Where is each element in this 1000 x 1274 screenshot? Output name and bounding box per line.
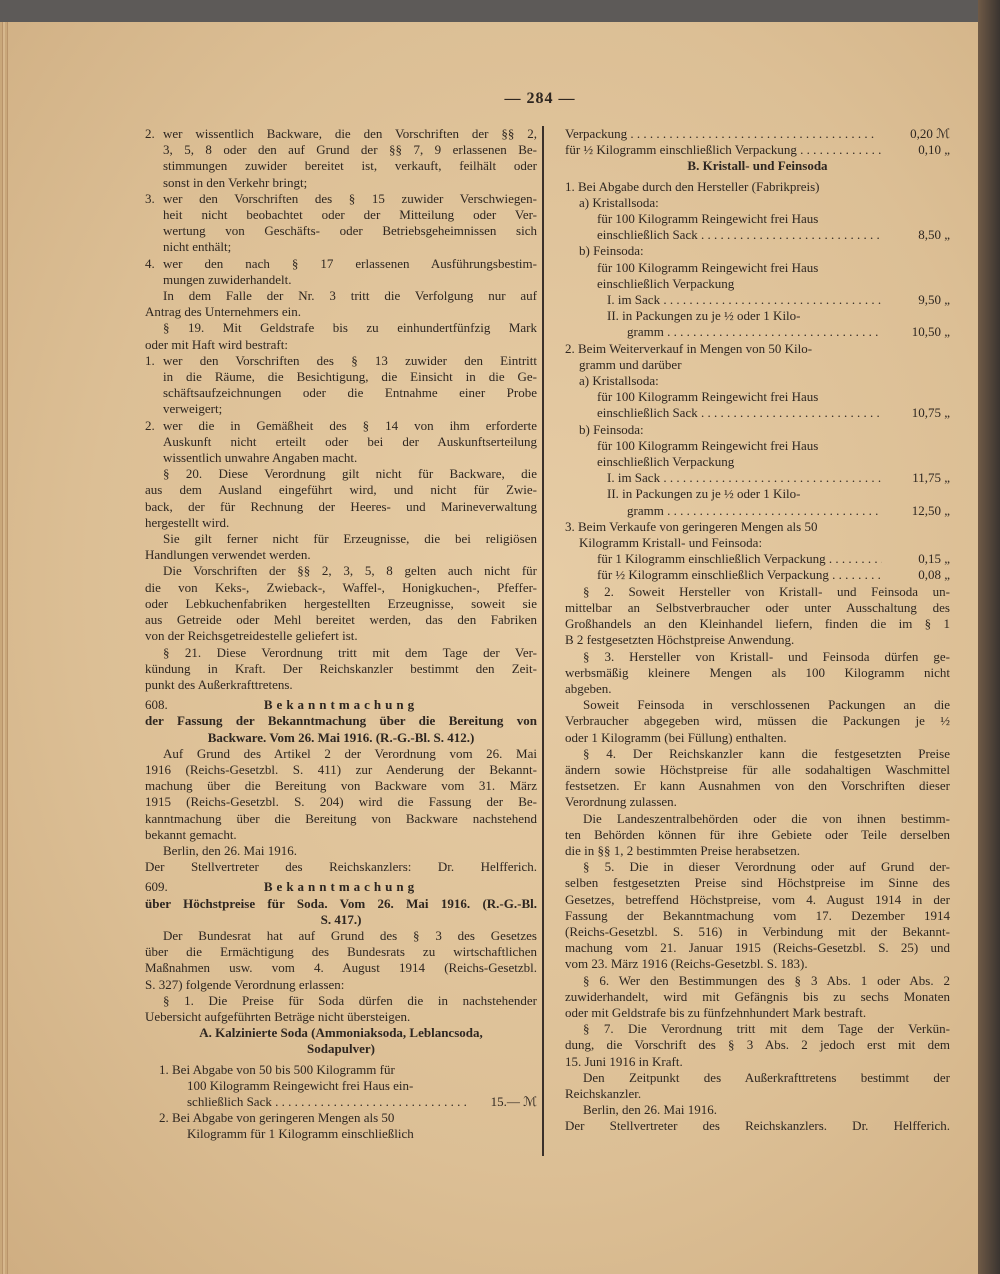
text-block: [565, 243, 950, 259]
price-value: 10,50 „: [911, 324, 950, 340]
text-block: [565, 158, 950, 174]
text-line: 1. Bei Abgabe von 50 bis 500 Kilogramm für: [159, 1061, 395, 1077]
text-block: [145, 418, 537, 467]
text-block: [565, 1021, 950, 1070]
text-line: über Höchstpreise für Soda. Vom 26. Mai 1916. (R.-G.-Bl.: [145, 895, 537, 911]
text-line: § 4. Der Reichskanzler kann die festgesetzten Preise: [583, 745, 950, 761]
text-line: Großhandels an den Kleinhandel liefern, finden die im § 1: [565, 616, 950, 632]
text-line: festsetzen. Er kann Ausnahmen von den Vorschriften dieser: [565, 778, 950, 794]
text-block: [565, 357, 950, 373]
text-block: [145, 1126, 537, 1142]
text-block: [145, 928, 537, 993]
text-line: Die Vorschriften der §§ 2, 3, 5, 8 gelten auch nicht für: [163, 563, 537, 579]
text-line: 2. Beim Weiterverkauf in Mengen von 50 Kilo-: [565, 340, 813, 356]
text-line: Fassung der Bekanntmachung vom 17. Dezember 1914: [565, 907, 950, 923]
text-line: § 7. Die Verordnung tritt mit dem Tage der Verkün-: [583, 1021, 950, 1037]
text-block: [565, 973, 950, 1022]
text-block: [145, 256, 537, 288]
text-line: a) Kristallsoda:: [579, 373, 659, 389]
text-line: a) Kristallsoda:: [579, 194, 659, 210]
text-line: Sie gilt ferner nicht für Erzeugnisse, die bei religiösen: [163, 531, 537, 547]
price-label: gramm . . .: [627, 503, 882, 519]
text-line: (Reichs-Gesetzbl. S. 516) in Verbindung mit der Bekannt-: [565, 923, 950, 939]
text-line: Sodapulver): [307, 1041, 375, 1057]
text-block: [145, 126, 537, 191]
text-block: [145, 1110, 537, 1126]
text-block: [145, 320, 537, 352]
text-block: [145, 645, 537, 694]
text-line: 1915 (Reichs-Gesetzbl. S. 204) wird die Fassung der Be-: [145, 794, 537, 810]
text-block: [565, 1102, 950, 1118]
price-row: [565, 567, 950, 583]
book-binding: [978, 0, 1000, 1274]
text-line: punkt des Außerkrafttretens.: [145, 676, 293, 692]
text-block: [565, 519, 950, 535]
text-line: 2. Bei Abgabe von geringeren Mengen als 50: [159, 1110, 395, 1126]
text-line: oder Lebkuchenfabriken hergestellten Erzeugnisse, soweit sie: [145, 595, 537, 611]
price-value: 15.— ℳ: [490, 1093, 537, 1109]
text-line: oder 1 Kilogramm (bei Füllung) enthalten.: [565, 729, 787, 745]
text-line: Soweit Feinsoda in verschlossenen Packungen an die: [583, 697, 950, 713]
text-line: kündung in Kraft. Der Reichskanzler bestimmt den Zeit-: [145, 660, 537, 676]
text-line: Reichskanzler.: [565, 1085, 642, 1101]
text-block: [565, 341, 950, 357]
text-line: über die Ermächtigung des Bundesrats zu wirtschaftlichen: [145, 944, 537, 960]
price-row: [565, 126, 950, 142]
text-line: B 2 festgesetzten Höchstpreise Anwendung.: [565, 632, 795, 648]
text-block: [145, 1078, 537, 1094]
text-line: die von Keks-, Zwieback-, Waffel-, Honigkuchen-, Pfeffer-: [145, 579, 537, 595]
price-label: I. im Sack . . .: [607, 470, 882, 486]
text-line: die in §§ 1, 2 bestimmten Preise herabsetzen.: [565, 842, 801, 858]
text-block: [145, 1025, 537, 1057]
text-line: stimmungen zuwider bereitet ist, verkauft, feilhält oder: [163, 158, 537, 174]
text-line: 15. Juni 1916 in Kraft.: [565, 1053, 683, 1069]
text-line: wissentlich unwahre Angaben macht.: [163, 450, 358, 466]
price-value: 0,15 „: [918, 551, 950, 567]
text-line: oder mit Haft wird bestraft:: [145, 336, 288, 352]
text-line: back, der für Rechnung der Heeres- und Marineverwaltung: [145, 498, 537, 514]
item-number: 1.: [145, 352, 155, 368]
price-label: einschließlich Sack . . .: [597, 227, 882, 243]
price-row: [565, 551, 950, 567]
text-line: zuwiderhandelt, wird mit Gefängnis bis zu sechs Monaten: [565, 988, 950, 1004]
text-line: § 5. Die in dieser Verordnung oder auf Grund der-: [583, 859, 950, 875]
text-line: nicht enthält;: [163, 239, 232, 255]
price-label: I. im Sack . . .: [607, 292, 882, 308]
text-block: [565, 1070, 950, 1102]
text-block: [565, 746, 950, 811]
text-line: § 2. Soweit Hersteller von Kristall- und Feinsoda un-: [583, 583, 950, 599]
price-value: 12,50 „: [911, 502, 950, 518]
announcement-number: 609.: [145, 879, 168, 895]
text-line: In dem Falle der Nr. 3 tritt die Verfolgung nur auf: [163, 288, 537, 304]
text-line: [145, 126, 537, 142]
text-block: [145, 466, 537, 531]
text-line: aus Getreide oder Mehl bereitet werden, das den Fabriken: [145, 612, 537, 628]
text-line: heit nicht beobachtet oder der Mitteilung oder Ver-: [163, 207, 537, 223]
text-line: verweigert;: [163, 401, 223, 417]
text-line: einschließlich Verpackung: [597, 275, 735, 291]
text-line: Die Landeszentralbehörden oder die von ihnen bestimm-: [583, 810, 950, 826]
text-block: [145, 1062, 537, 1078]
price-label: Verpackung . . .: [565, 126, 882, 142]
text-line: S. 417.): [320, 911, 362, 927]
item-number: 2.: [145, 126, 155, 141]
section-heading: [145, 879, 537, 895]
price-row: [565, 324, 950, 340]
text-block: [145, 531, 537, 563]
text-line: schäftsaufzeichnungen oder die Entnahme einer Probe: [163, 385, 537, 401]
text-block: [565, 535, 950, 551]
column-divider: [542, 126, 544, 1156]
text-line: Auskunft nicht erteilt oder bei der Auskunftserteilung: [163, 433, 537, 449]
text-block: [565, 649, 950, 698]
text-line: Berlin, den 26. Mai 1916.: [163, 842, 297, 858]
text-line: Der Bundesrat hat auf Grund des § 3 des Gesetzes: [163, 927, 537, 943]
text-line: machung über die Bereitung von Backware vom 31. März: [145, 778, 537, 794]
text-line: ten Behörden können für ihre Gebiete oder Teile derselben: [565, 826, 950, 842]
price-row: [565, 292, 950, 308]
text-block: [565, 859, 950, 972]
price-value: 0,10 „: [918, 142, 950, 158]
text-block: [145, 353, 537, 418]
text-line: Den Zeitpunkt des Außerkrafttretens bestimmt der: [583, 1069, 950, 1085]
text-block: [565, 486, 950, 502]
text-line: Kilogramm Kristall- und Feinsoda:: [579, 535, 763, 551]
text-line: b) Feinsoda:: [579, 243, 644, 259]
text-line-content: wer wissentlich Backware, die den Vorschriften der §§ 2,: [163, 126, 537, 141]
text-line: B. Kristall- und Feinsoda: [687, 158, 828, 174]
text-block: [565, 811, 950, 860]
text-line: [145, 353, 537, 369]
price-label: für ½ Kilogramm einschließlich Verpackung . . .: [597, 567, 882, 583]
text-line: Backware. Vom 26. Mai 1916. (R.-G.-Bl. S. 412.): [207, 729, 475, 745]
page-number: — 284 —: [504, 90, 576, 107]
text-line: Der Stellvertreter des Reichskanzlers: Dr. Helfferich.: [145, 859, 537, 875]
text-block: [145, 896, 537, 928]
text-line: 1. Bei Abgabe durch den Hersteller (Fabrikpreis): [565, 178, 820, 194]
text-line: gramm und darüber: [579, 356, 682, 372]
price-row: [565, 405, 950, 421]
price-label: einschließlich Sack . . .: [597, 405, 882, 421]
text-line: aus dem Ausland eingeführt wird, und nicht für Zwie-: [145, 482, 537, 498]
text-block: [145, 746, 537, 843]
text-line: § 6. Wer den Bestimmungen des § 3 Abs. 1 oder Abs. 2: [583, 972, 950, 988]
text-line: abgeben.: [565, 680, 612, 696]
item-number: 2.: [145, 417, 155, 433]
text-line: Verbraucher abgegeben wird, müssen die Packungen je ½: [565, 713, 950, 729]
text-line: hergestellt wird.: [145, 514, 230, 530]
right-column: [565, 126, 950, 1139]
text-line: für 100 Kilogramm Reingewicht frei Haus: [597, 389, 819, 405]
text-line: § 20. Diese Verordnung gilt nicht für Backware, die: [163, 466, 537, 482]
announcement-title: Bekanntmachung: [263, 697, 419, 713]
text-line: Handlungen verwendet werden.: [145, 547, 311, 563]
text-block: [565, 1118, 950, 1134]
text-line: 1916 (Reichs-Gesetzbl. S. 411) zur Aenderung der Bekannt-: [145, 761, 537, 777]
text-line-content: wer die in Gemäßheit des § 14 von ihm erforderte: [163, 417, 537, 433]
text-line-content: wer den nach § 17 erlassenen Ausführungsbestim-: [163, 255, 537, 271]
text-line: 3. Beim Verkaufe von geringeren Mengen als 50: [565, 518, 818, 534]
text-line: ändern sowie Höchstpreise für alle sodahaltigen Waschmittel: [565, 761, 950, 777]
text-line: Kilogramm für 1 Kilogramm einschließlich: [187, 1126, 414, 1142]
announcement-number: 608.: [145, 697, 168, 713]
text-line: vom 23. März 1916 (Reichs-Gesetzbl. S. 183).: [565, 956, 808, 972]
text-line: sonst in den Verkehr bringt;: [163, 174, 308, 190]
text-line: [145, 418, 537, 434]
item-number: 3.: [145, 190, 155, 206]
text-block: [565, 584, 950, 649]
text-line: Uebersicht aufgeführten Beträge nicht übersteigen.: [145, 1008, 411, 1024]
text-block: [565, 389, 950, 405]
price-label: gramm . . .: [627, 324, 882, 340]
text-block: [565, 697, 950, 746]
price-value: 10,75 „: [911, 405, 950, 421]
text-line: Verordnung zulassen.: [565, 794, 677, 810]
text-line: § 3. Hersteller von Kristall- und Feinsoda dürfen ge-: [583, 648, 950, 664]
text-line-content: wer den Vorschriften des § 13 zuwider den Eintritt: [163, 352, 537, 368]
text-line: der Fassung der Bekanntmachung über die Bereitung von: [145, 713, 537, 729]
text-block: [145, 859, 537, 875]
text-line: für 100 Kilogramm Reingewicht frei Haus: [597, 211, 819, 227]
text-block: [565, 211, 950, 227]
text-line: mungen zuwiderhandelt.: [163, 271, 292, 287]
text-block: [145, 563, 537, 644]
text-line: machung vom 21. Januar 1915 (Reichs-Gesetzbl. S. 25) und: [565, 940, 950, 956]
price-row: [565, 503, 950, 519]
text-block: [565, 195, 950, 211]
text-line: mittelbar an Selbstverbraucher oder unter Ausschaltung des: [565, 599, 950, 615]
text-block: [145, 713, 537, 745]
price-row: [565, 142, 950, 158]
text-block: [145, 191, 537, 256]
text-line: dung, die Vorschrift des § 3 Abs. 2 jedoch erst mit dem: [565, 1037, 950, 1053]
text-line: bekannt gemacht.: [145, 826, 237, 842]
text-line: [145, 256, 537, 272]
text-line: § 21. Diese Verordnung tritt mit dem Tage der Ver-: [163, 644, 537, 660]
text-line: b) Feinsoda:: [579, 421, 644, 437]
text-line: selben festgesetzten Preise sind Höchstpreise im Sinne des: [565, 875, 950, 891]
price-label: schließlich Sack . . .: [187, 1094, 469, 1110]
text-line: Maßnahmen usw. vom 4. August 1914 (Reichs-Gesetzbl.: [145, 960, 537, 976]
text-block: [565, 438, 950, 470]
text-block: [565, 179, 950, 195]
section-heading: [145, 697, 537, 713]
text-line: in die Räume, die Besichtigung, die Einsicht in die Ge-: [163, 369, 537, 385]
price-label: für 1 Kilogramm einschließlich Verpackung . . .: [597, 551, 882, 567]
text-line: wertung von Geschäfts- oder Betriebsgeheimnissen sich: [163, 223, 537, 239]
text-line: Der Stellvertreter des Reichskanzlers. Dr. Helfferich.: [565, 1118, 950, 1134]
item-number: 4.: [145, 255, 155, 271]
text-line: [145, 191, 537, 207]
text-block: [565, 260, 950, 292]
text-line: für 100 Kilogramm Reingewicht frei Haus: [597, 259, 819, 275]
price-label: für ½ Kilogramm einschließlich Verpackung . . .: [565, 142, 882, 158]
text-line: II. in Packungen zu je ½ oder 1 Kilo-: [607, 486, 801, 502]
left-column: [145, 126, 537, 1143]
text-block: [565, 422, 950, 438]
text-line: Auf Grund des Artikel 2 der Verordnung vom 26. Mai: [163, 745, 537, 761]
text-line: werbsmäßig kleinere Mengen als 100 Kilogramm nicht: [565, 664, 950, 680]
text-line-content: wer den Vorschriften des § 15 zuwider Verschwiegen-: [163, 190, 537, 206]
text-line: § 19. Mit Geldstrafe bis zu einhundertfünfzig Mark: [163, 320, 537, 336]
text-line: für 100 Kilogramm Reingewicht frei Haus: [597, 437, 819, 453]
text-line: 3, 5, 8 oder den auf Grund der §§ 7, 9 erlassenen Be-: [163, 142, 537, 158]
price-row: [565, 470, 950, 486]
text-line: A. Kalzinierte Soda (Ammoniaksoda, Leblancsoda,: [199, 1025, 483, 1041]
price-value: 11,75 „: [912, 470, 950, 486]
announcement-title: Bekanntmachung: [263, 879, 419, 895]
text-line: 100 Kilogramm Reingewicht frei Haus ein-: [187, 1077, 414, 1093]
price-row: [565, 227, 950, 243]
text-line: einschließlich Verpackung: [597, 454, 735, 470]
text-line: oder mit Geldstrafe bis zu fünfzehnhundert Mark bestraft.: [565, 1004, 867, 1020]
text-line: II. in Packungen zu je ½ oder 1 Kilo-: [607, 308, 801, 324]
text-block: [565, 373, 950, 389]
price-value: 8,50 „: [918, 227, 950, 243]
text-line: § 1. Die Preise für Soda dürfen die in nachstehender: [163, 992, 537, 1008]
price-value: 0,08 „: [918, 567, 950, 583]
price-value: 9,50 „: [918, 292, 950, 308]
text-line: Gesetzes, betreffend Höchstpreise, vom 4. August 1914 in der: [565, 891, 950, 907]
text-block: [145, 843, 537, 859]
price-row: [145, 1094, 537, 1110]
text-line: von der Reichsgetreidestelle geliefert ist.: [145, 628, 358, 644]
text-line: S. 327) folgende Verordnung erlassen:: [145, 976, 345, 992]
text-line: Antrag des Unternehmers ein.: [145, 304, 301, 320]
text-line: Berlin, den 26. Mai 1916.: [583, 1102, 717, 1118]
price-value: 0,20 ℳ: [910, 126, 950, 141]
text-block: [145, 288, 537, 320]
text-block: [145, 993, 537, 1025]
text-block: [565, 308, 950, 324]
text-line: kanntmachung über die Bereitung von Backware nachstehend: [145, 810, 537, 826]
